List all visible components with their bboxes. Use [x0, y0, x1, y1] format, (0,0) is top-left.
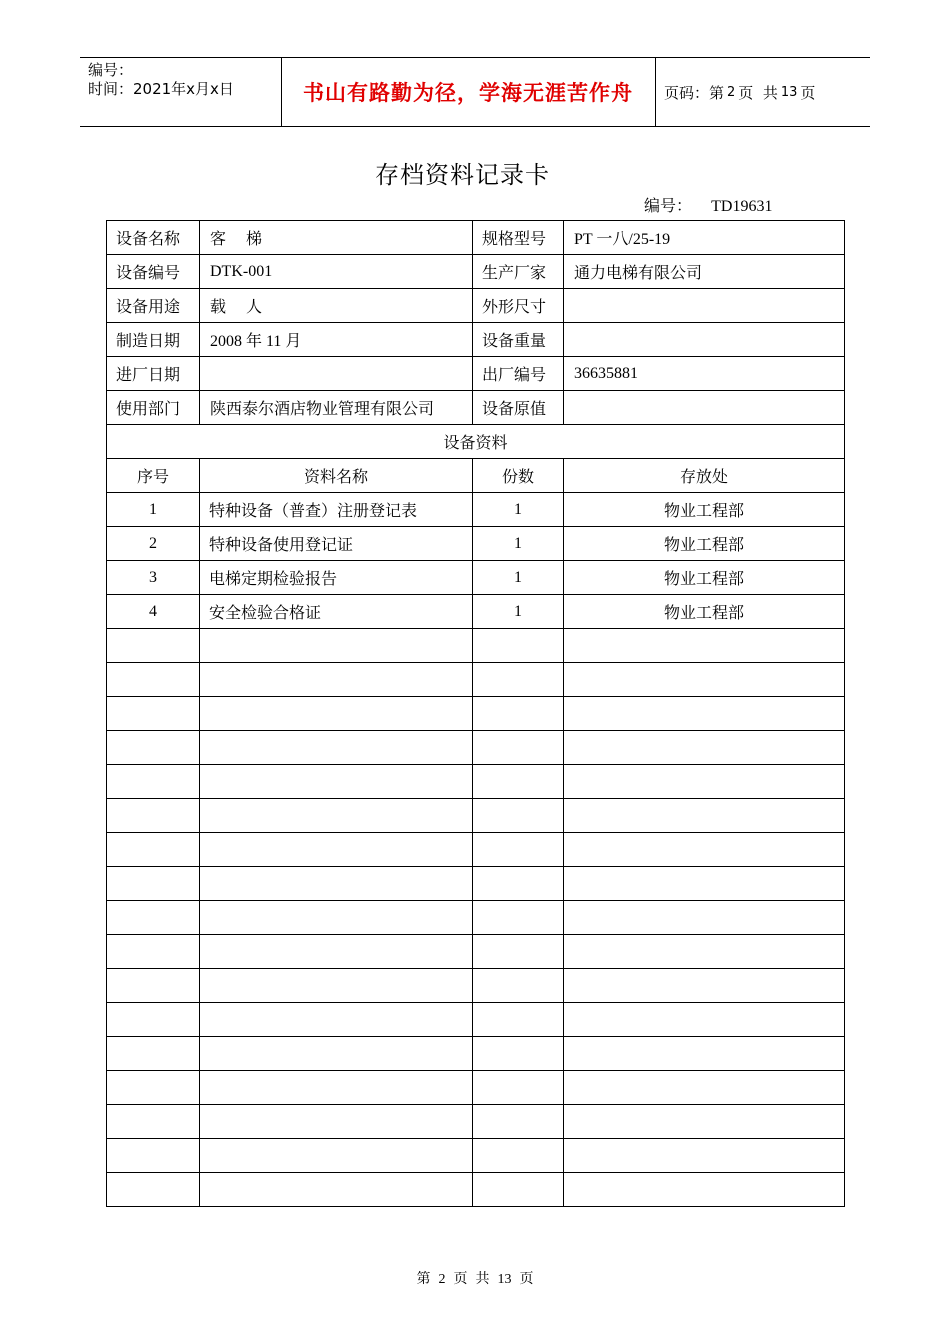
record-count: 1: [473, 493, 564, 527]
empty-cell: [473, 1037, 564, 1071]
header-page-info: [664, 58, 815, 126]
empty-cell: [473, 765, 564, 799]
empty-cell: [564, 765, 845, 799]
info-row: [107, 255, 845, 289]
empty-cell: [564, 1105, 845, 1139]
empty-cell: [473, 901, 564, 935]
empty-cell: [107, 663, 200, 697]
empty-cell: [107, 799, 200, 833]
column-header: 份数: [473, 459, 564, 493]
page-header: [80, 57, 870, 127]
column-header: 存放处: [564, 459, 845, 493]
empty-cell: [200, 1173, 473, 1207]
empty-cell: [200, 901, 473, 935]
empty-cell: [200, 663, 473, 697]
page-total: 13: [780, 84, 798, 100]
empty-cell: [200, 935, 473, 969]
empty-cell: [200, 1037, 473, 1071]
info-row: [107, 391, 845, 425]
empty-cell: [200, 969, 473, 1003]
empty-row: [107, 1003, 845, 1037]
empty-row: [107, 1173, 845, 1207]
record-count: 1: [473, 561, 564, 595]
info-value: 2008 年 11 月: [200, 323, 473, 357]
footer-suffix: 页: [519, 1272, 534, 1287]
footer-total: 13: [497, 1272, 512, 1287]
empty-cell: [200, 1105, 473, 1139]
info-row: [107, 221, 845, 255]
header-number-label: 编号：: [88, 61, 134, 79]
record-name: 安全检验合格证: [200, 595, 473, 629]
empty-cell: [107, 1003, 200, 1037]
empty-cell: [473, 1139, 564, 1173]
empty-cell: [200, 833, 473, 867]
info-label: 规格型号: [473, 221, 564, 255]
info-value: [564, 391, 845, 425]
empty-row: [107, 901, 845, 935]
empty-row: [107, 629, 845, 663]
page-title: 存档资料记录卡: [375, 161, 550, 189]
footer-prefix: 第: [416, 1272, 431, 1287]
column-header: 资料名称: [200, 459, 473, 493]
page-prefix: 页码：第: [664, 83, 725, 102]
empty-cell: [473, 833, 564, 867]
table-row: [107, 595, 845, 629]
header-date: 时间：2021年x月x日: [88, 80, 234, 98]
record-location: 物业工程部: [564, 493, 845, 527]
empty-cell: [564, 629, 845, 663]
empty-cell: [564, 731, 845, 765]
info-value: PT 一八/25-19: [564, 221, 845, 255]
info-row: [107, 323, 845, 357]
empty-cell: [107, 731, 200, 765]
empty-cell: [564, 1173, 845, 1207]
empty-cell: [107, 833, 200, 867]
empty-cell: [564, 697, 845, 731]
info-label: 使用部门: [107, 391, 200, 425]
info-value: 客 梯: [200, 221, 473, 255]
empty-cell: [473, 731, 564, 765]
empty-cell: [564, 1003, 845, 1037]
info-label: 外形尺寸: [473, 289, 564, 323]
record-number: 3: [107, 561, 200, 595]
empty-cell: [107, 935, 200, 969]
info-value: [564, 289, 845, 323]
column-header: 序号: [107, 459, 200, 493]
empty-row: [107, 1105, 845, 1139]
column-header-row: [107, 459, 845, 493]
empty-cell: [200, 697, 473, 731]
info-label: 出厂编号: [473, 357, 564, 391]
record-number: 2: [107, 527, 200, 561]
info-label: 生产厂家: [473, 255, 564, 289]
empty-cell: [107, 1173, 200, 1207]
table-row: [107, 527, 845, 561]
empty-row: [107, 1071, 845, 1105]
empty-cell: [200, 765, 473, 799]
empty-row: [107, 1037, 845, 1071]
empty-cell: [107, 1139, 200, 1173]
empty-cell: [473, 1071, 564, 1105]
empty-cell: [564, 935, 845, 969]
empty-row: [107, 969, 845, 1003]
empty-cell: [564, 833, 845, 867]
empty-cell: [107, 629, 200, 663]
document-number-value: TD19631: [711, 198, 773, 215]
empty-cell: [564, 969, 845, 1003]
info-value: DTK-001: [200, 255, 473, 289]
empty-cell: [107, 1037, 200, 1071]
info-label: 设备名称: [107, 221, 200, 255]
empty-row: [107, 833, 845, 867]
page-suffix: 页: [800, 83, 816, 102]
record-number: 4: [107, 595, 200, 629]
info-value: 36635881: [564, 357, 845, 391]
empty-cell: [200, 731, 473, 765]
record-card-table: [106, 220, 845, 1207]
record-count: 1: [473, 595, 564, 629]
page-footer: [0, 1268, 950, 1288]
empty-row: [107, 1139, 845, 1173]
document-number: [644, 193, 772, 216]
empty-cell: [473, 663, 564, 697]
footer-mid1: 页: [453, 1272, 468, 1287]
header-meta: [88, 61, 278, 99]
empty-cell: [564, 1037, 845, 1071]
empty-row: [107, 935, 845, 969]
info-label: 制造日期: [107, 323, 200, 357]
footer-mid2: 共: [475, 1272, 490, 1287]
empty-cell: [107, 1071, 200, 1105]
empty-row: [107, 663, 845, 697]
page-current: 2: [727, 84, 736, 100]
empty-cell: [200, 799, 473, 833]
table-row: [107, 493, 845, 527]
footer-current: 2: [438, 1272, 446, 1287]
record-count: 1: [473, 527, 564, 561]
info-label: 进厂日期: [107, 357, 200, 391]
record-number: 1: [107, 493, 200, 527]
empty-cell: [473, 799, 564, 833]
empty-row: [107, 867, 845, 901]
empty-row: [107, 765, 845, 799]
info-label: 设备重量: [473, 323, 564, 357]
empty-cell: [107, 1105, 200, 1139]
empty-cell: [200, 1003, 473, 1037]
empty-cell: [200, 1139, 473, 1173]
empty-cell: [564, 799, 845, 833]
info-label: 设备原值: [473, 391, 564, 425]
record-location: 物业工程部: [564, 527, 845, 561]
record-location: 物业工程部: [564, 561, 845, 595]
empty-cell: [564, 663, 845, 697]
record-name: 电梯定期检验报告: [200, 561, 473, 595]
empty-cell: [200, 1071, 473, 1105]
document-number-label: 编号：: [644, 196, 693, 215]
empty-cell: [473, 697, 564, 731]
record-name: 特种设备（普查）注册登记表: [200, 493, 473, 527]
info-label: 设备编号: [107, 255, 200, 289]
info-value: 载 人: [200, 289, 473, 323]
empty-cell: [107, 969, 200, 1003]
empty-row: [107, 799, 845, 833]
empty-cell: [473, 1105, 564, 1139]
empty-cell: [473, 935, 564, 969]
info-value: [200, 357, 473, 391]
table-row: [107, 561, 845, 595]
empty-cell: [107, 867, 200, 901]
empty-row: [107, 731, 845, 765]
empty-cell: [564, 1139, 845, 1173]
empty-cell: [473, 629, 564, 663]
empty-cell: [107, 901, 200, 935]
info-row: [107, 289, 845, 323]
header-motto: 书山有路勤为径，学海无涯苦作舟: [303, 80, 633, 105]
empty-cell: [200, 629, 473, 663]
section-title: 设备资料: [107, 425, 845, 459]
empty-cell: [200, 867, 473, 901]
info-value: 通力电梯有限公司: [564, 255, 845, 289]
info-value: [564, 323, 845, 357]
empty-cell: [107, 765, 200, 799]
record-card-body: [107, 221, 845, 1207]
empty-cell: [107, 697, 200, 731]
record-name: 特种设备使用登记证: [200, 527, 473, 561]
empty-cell: [473, 1173, 564, 1207]
empty-cell: [564, 1071, 845, 1105]
section-title-row: [107, 425, 845, 459]
empty-cell: [564, 901, 845, 935]
info-value: 陕西泰尔酒店物业管理有限公司: [200, 391, 473, 425]
empty-cell: [473, 1003, 564, 1037]
header-divider: [655, 58, 656, 126]
info-row: [107, 357, 845, 391]
empty-row: [107, 697, 845, 731]
info-label: 设备用途: [107, 289, 200, 323]
empty-cell: [564, 867, 845, 901]
empty-cell: [473, 867, 564, 901]
page-mid: 页 共: [738, 83, 778, 102]
empty-cell: [473, 969, 564, 1003]
record-location: 物业工程部: [564, 595, 845, 629]
